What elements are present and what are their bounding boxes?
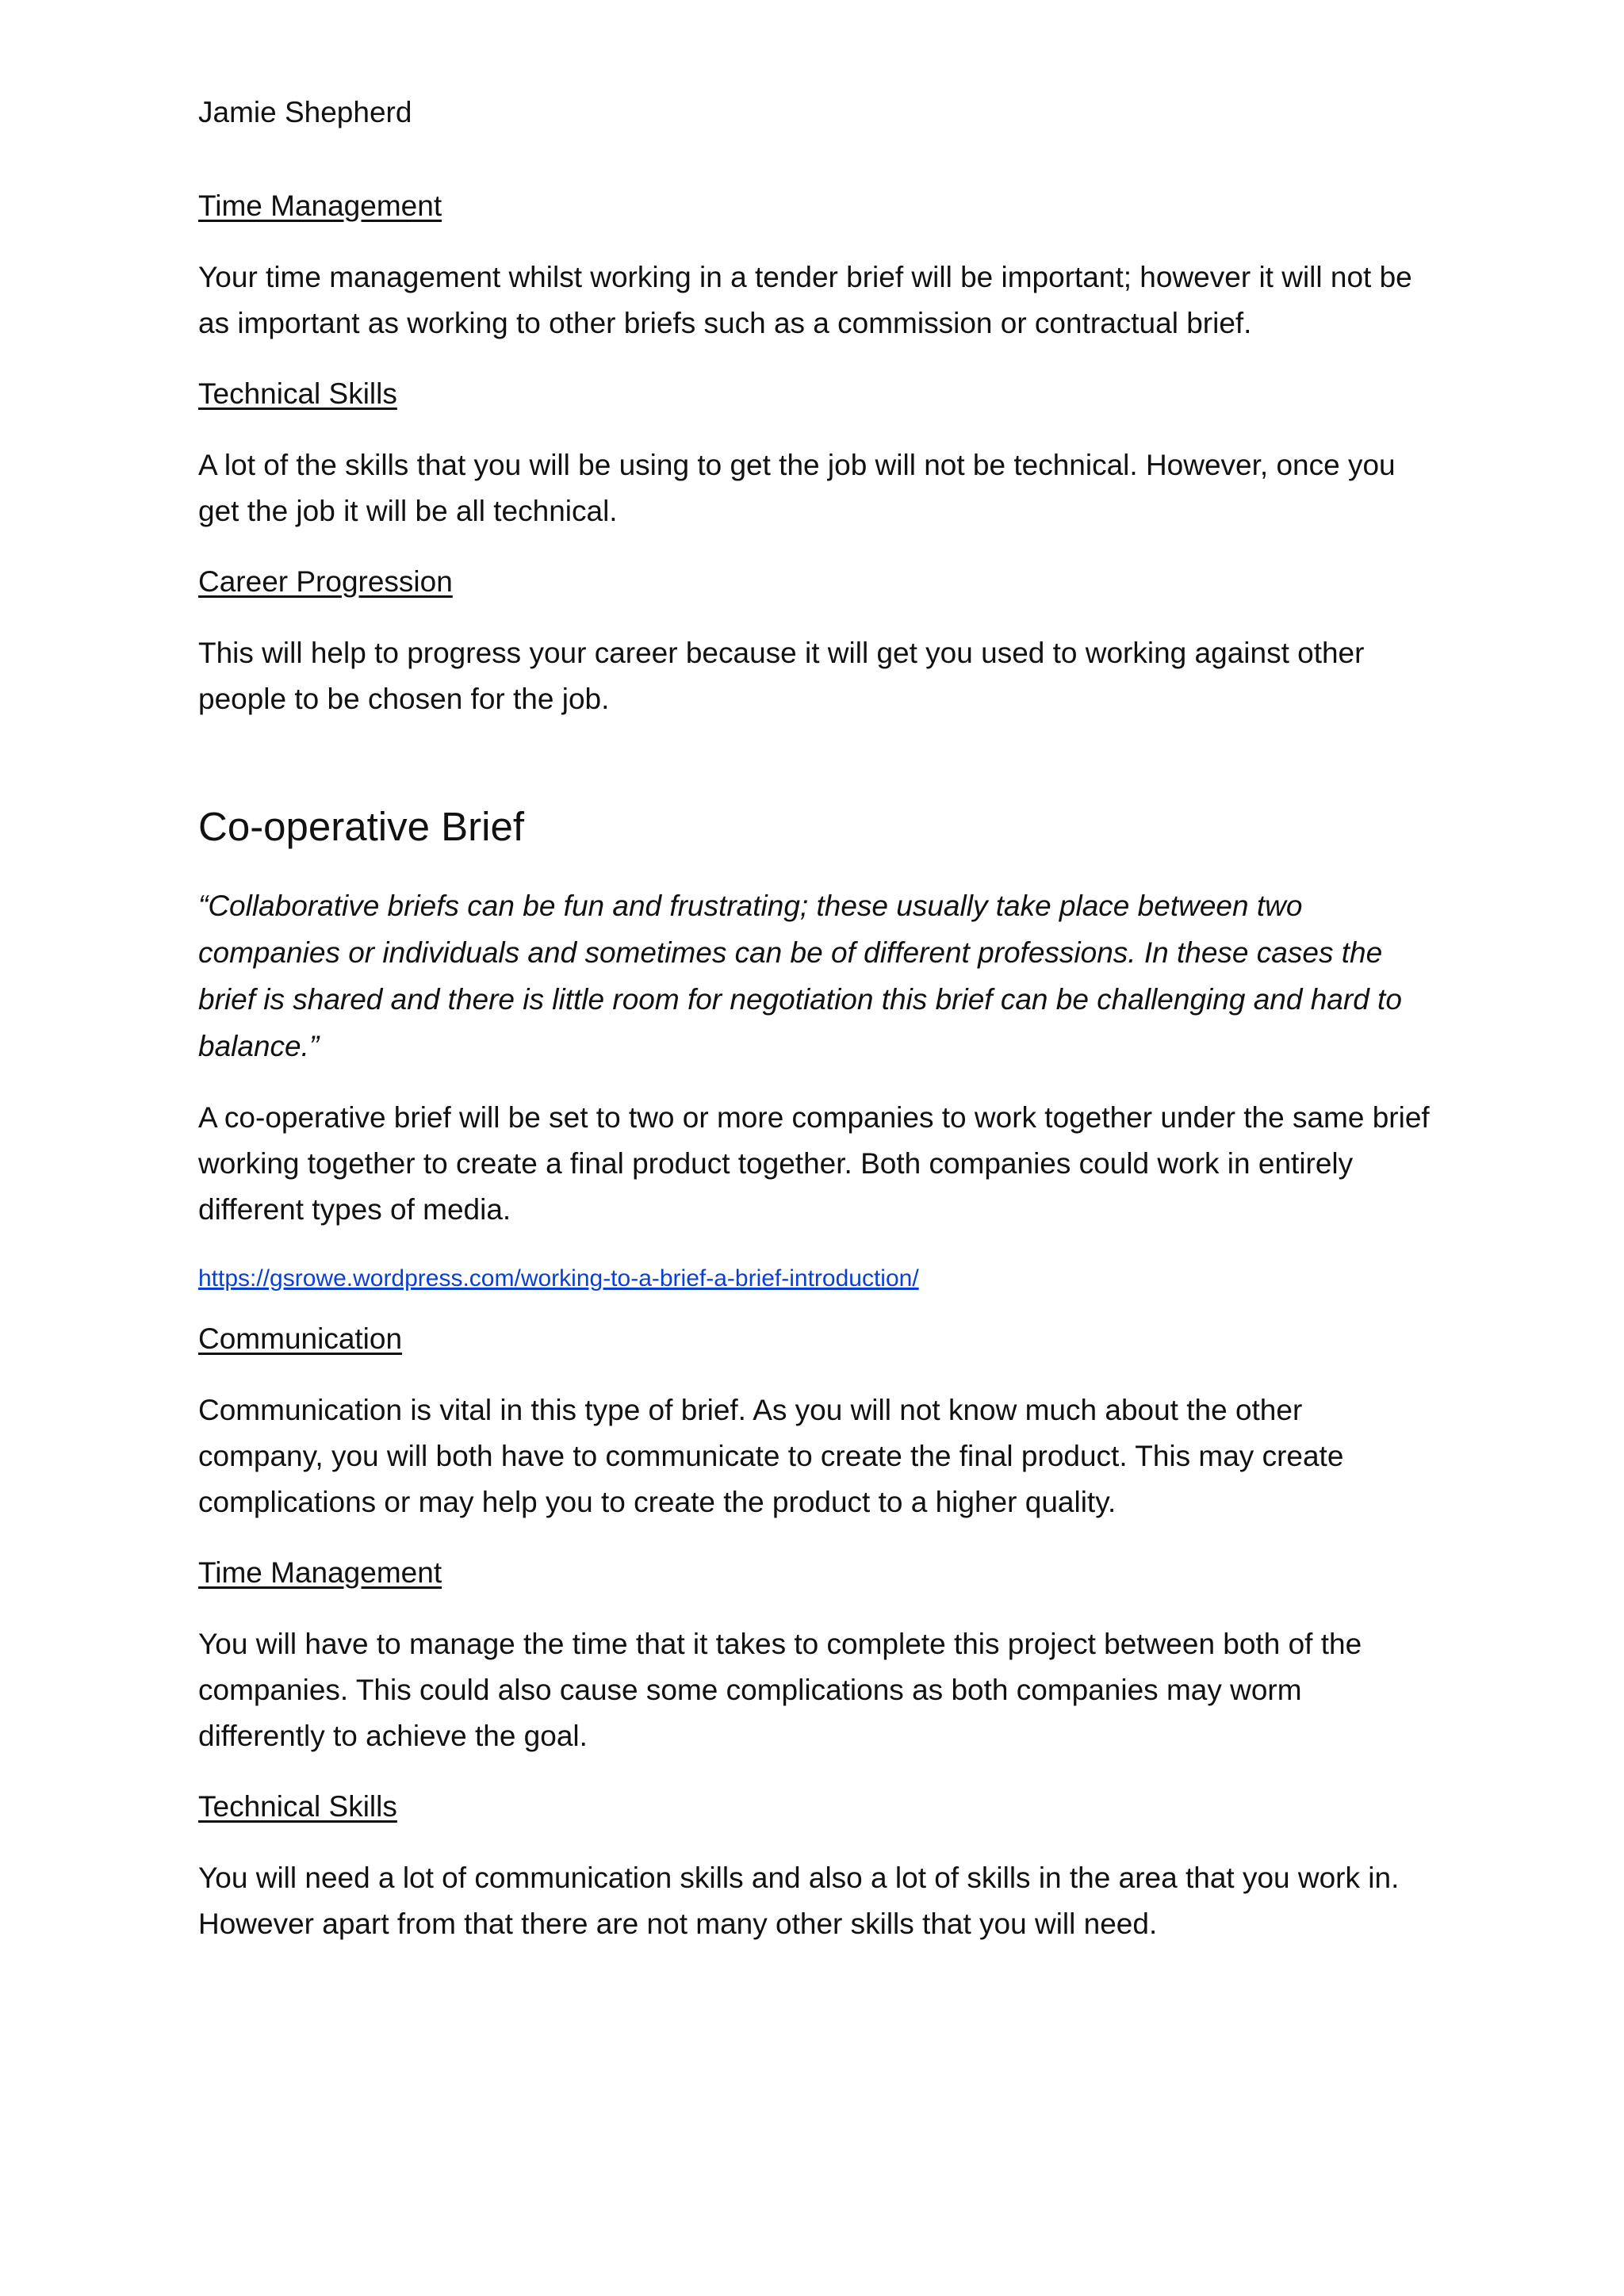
paragraph-career-progression: This will help to progress your career because it will get you used to working against other people to be chosen for the job. <box>198 637 1365 715</box>
page-content <box>198 94 1435 1976</box>
heading-time-management-cooperative: Time Management <box>198 1556 442 1589</box>
paragraph-communication: Communication is vital in this type of brief. As you will not know much about the other company, you will both have to communicate to create the final product. This may create complications or may help you to create the product to a higher quality. <box>198 1394 1344 1518</box>
heading-communication: Communication <box>198 1322 403 1355</box>
paragraph-time-management: Your time management whilst working in a tender brief will be important; however it will not be as important as working to other briefs such as a commission or contractual brief. <box>198 261 1412 339</box>
paragraph-time-management-cooperative: You will have to manage the time that it takes to complete this project between both of the companies. This could also cause some complications as both companies may worm differently to achieve the goal. <box>198 1628 1362 1752</box>
quote-collaborative-briefs: “Collaborative briefs can be fun and frustrating; these usually take place between two companies or individuals and sometimes can be of different professions. In these cases the brief is shared and there is little room for negotiation this brief can be challenging and hard to balance.” <box>198 890 1402 1062</box>
heading-career-progression: Career Progression <box>198 565 453 598</box>
paragraph-technical-skills-cooperative: You will need a lot of communication skills and also a lot of skills in the area that you work in. However apart from that there are not many other skills that you will need. <box>198 1862 1400 1940</box>
heading-technical-skills-cooperative: Technical Skills <box>198 1790 397 1823</box>
source-link[interactable]: https://gsrowe.wordpress.com/working-to-a-brief-a-brief-introduction/ <box>198 1265 919 1292</box>
heading-time-management: Time Management <box>198 189 442 222</box>
paragraph-technical-skills: A lot of the skills that you will be using to get the job will not be technical. However, once you get the job it will be all technical. <box>198 449 1396 527</box>
section-title-cooperative-brief: Co-operative Brief <box>198 804 525 849</box>
heading-technical-skills: Technical Skills <box>198 377 397 410</box>
author-name: Jamie Shepherd <box>198 96 412 128</box>
paragraph-cooperative-intro: A co-operative brief will be set to two or more companies to work together under the same brief working together to create a final product together. Both companies could work in entirely different types of media. <box>198 1101 1430 1226</box>
